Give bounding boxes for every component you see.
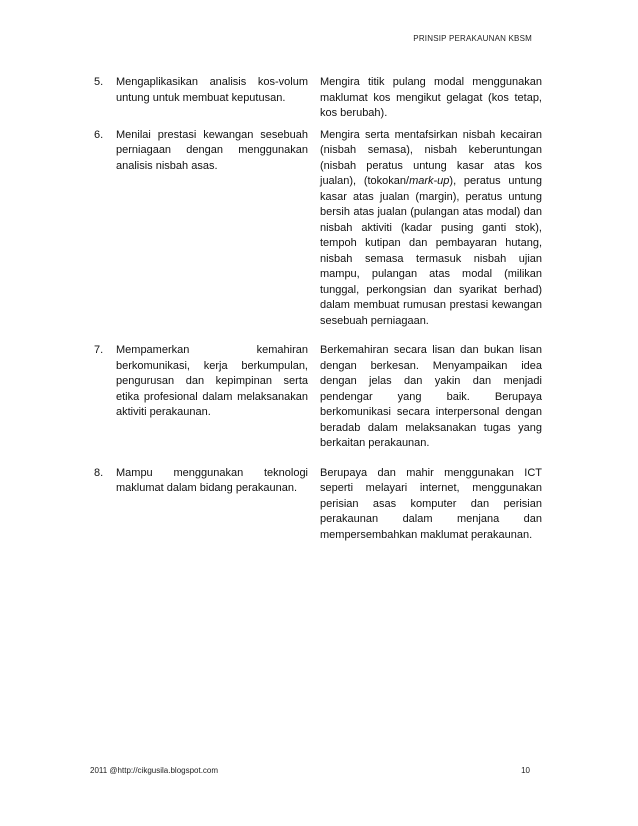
footer-source: 2011 @http://cikgusila.blogspot.com: [90, 766, 219, 775]
objective-text: Mempamerkan kemahiran berkomunikasi, kerja berkumpulan, pengurusan dan kepimpinan serta etika profesional dalam melaksanakan aktiviti perakaunan.: [116, 344, 308, 418]
outcome-text-part: ), peratus untung kasar atas jualan (margin), peratus untung bersih atas jualan (pulangan atas modal) dan nisbah aktiviti (kadar pusing ganti stok), tempoh kutipan dan pembayaran hutang, nisbah semasa termasuk nisbah ujian mampu, pulangan atas modal (milikan tunggal, perkongsian dan syarikat berhad) dalam membuat rumusan prestasi kewangan sesebuah perniagaan.: [320, 175, 542, 327]
table-row: [90, 128, 542, 330]
outcome-text-part: Mengira serta mentafsirkan nisbah kecairan (nisbah semasa), nisbah keberuntungan (nisbah peratus untung kasar atas kos jualan), (tokokan/: [320, 128, 542, 187]
item-number: 6.: [94, 128, 104, 141]
outcome-text: [320, 128, 542, 330]
running-header: PRINSIP PERAKAUNAN KBSM: [413, 34, 532, 43]
outcomes-table: [90, 75, 542, 543]
outcome-text: Berkemahiran secara lisan dan bukan lisan dengan berkesan. Menyampaikan idea dengan jelas dan yakin dan menjadi pendengar yang baik. Berupaya berkomunikasi secara interpersonal dengan beradab dalam melaksanakan tugas yang berkaitan perakaunan.: [320, 344, 542, 449]
table-row: [90, 75, 542, 122]
page-number: 10: [521, 766, 530, 775]
objective-text: Mampu menggunakan teknologi maklumat dalam bidang perakaunan.: [116, 466, 308, 494]
table-row: [90, 343, 542, 452]
table-row: [90, 466, 542, 544]
objective-cell: [90, 75, 308, 122]
outcome-text: Berupaya dan mahir menggunakan ICT seperti melayari internet, menggunakan perisian asas komputer dan perisian perakaunan dalam menjana dan mempersembahkan maklumat perakaunan.: [320, 466, 542, 541]
item-number: 5.: [94, 76, 104, 88]
outcome-text-italic: mark-up: [409, 175, 450, 187]
objective-text: Mengaplikasikan analisis kos-volum untung untuk membuat keputusan.: [116, 76, 308, 104]
objective-cell: [90, 466, 308, 544]
objective-cell: [90, 128, 308, 330]
outcome-text: Mengira titik pulang modal menggunakan maklumat kos mengikut gelagat (kos tetap, kos berubah).: [320, 76, 542, 119]
objective-cell: [90, 343, 308, 452]
item-number: 7.: [94, 344, 104, 356]
item-number: 8.: [94, 466, 104, 479]
objective-text: Menilai prestasi kewangan sesebuah perniagaan dengan menggunakan analisis nisbah asas.: [116, 128, 308, 172]
